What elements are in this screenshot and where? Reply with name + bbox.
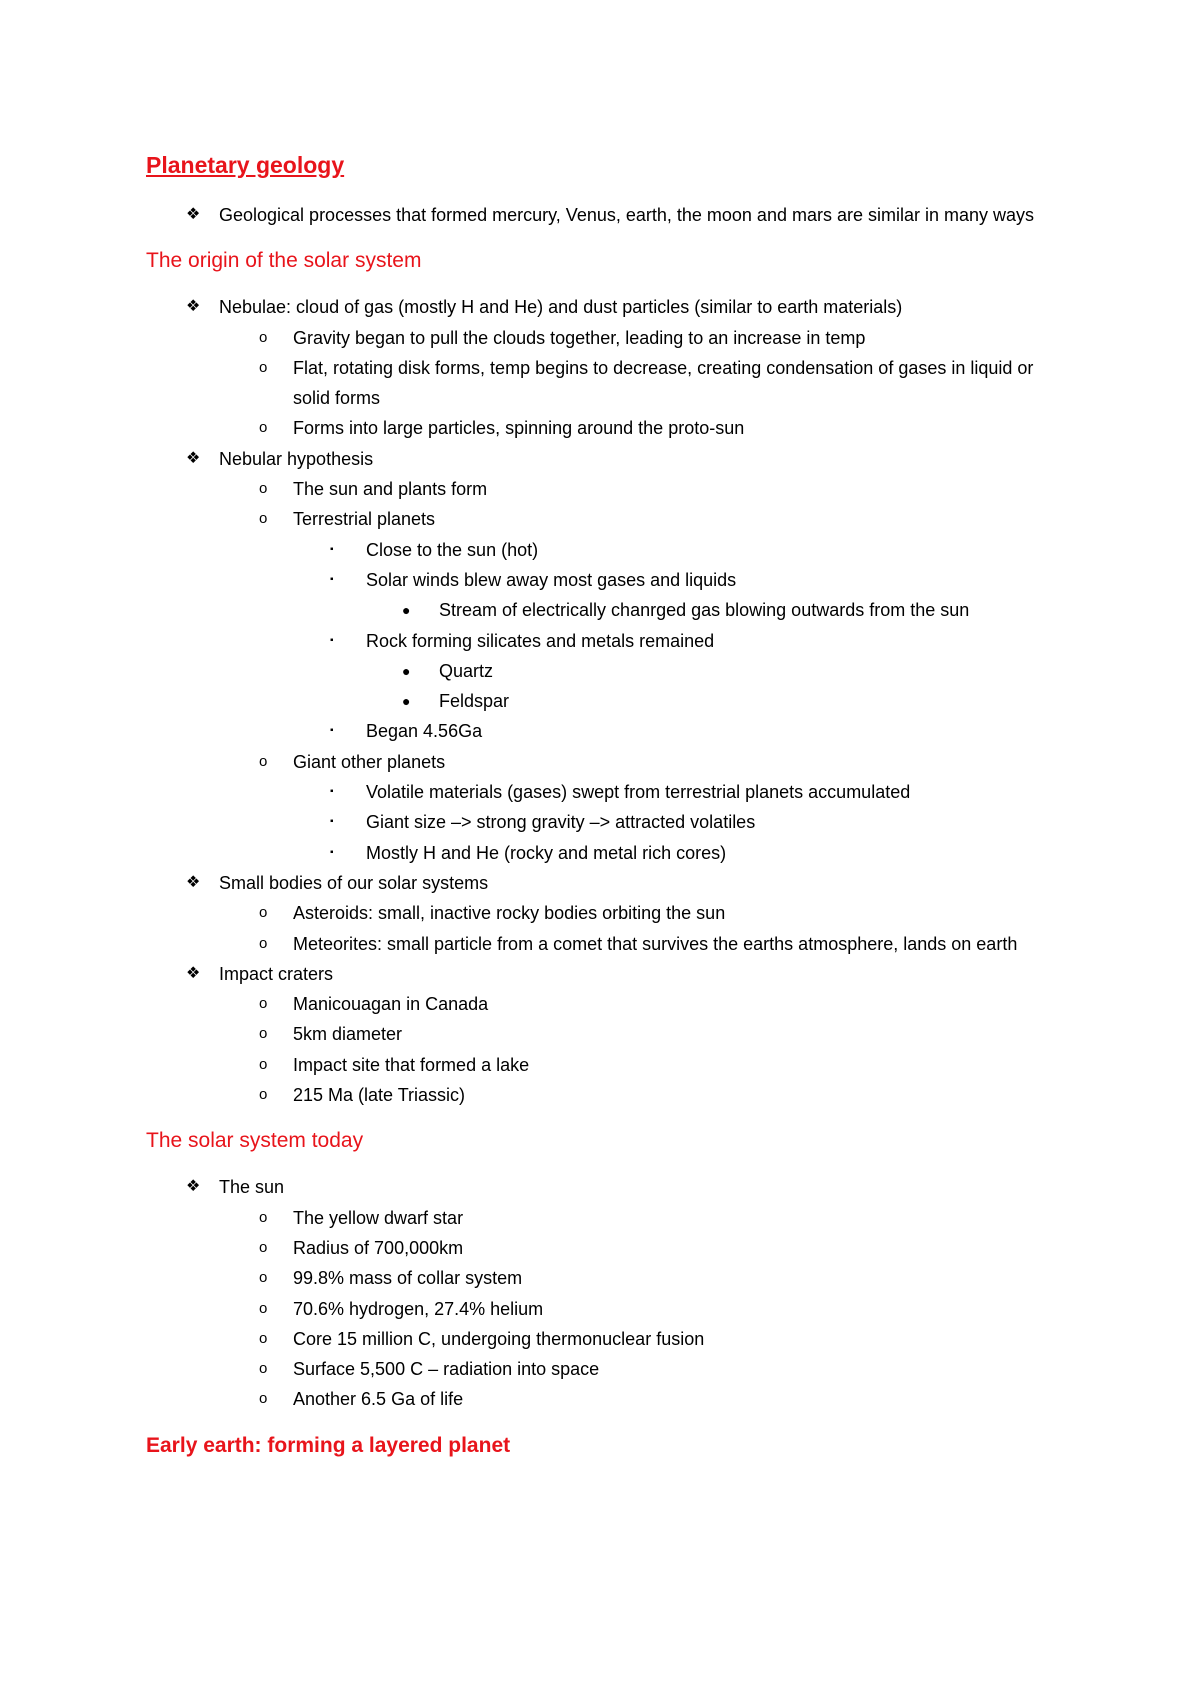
square-bullet-icon: ▪ <box>330 573 334 585</box>
list-item-text: 215 Ma (late Triassic) <box>293 1085 466 1106</box>
solar-system-today-list <box>146 1172 1066 1414</box>
circle-bullet-icon: o <box>259 1329 268 1347</box>
dot-bullet-icon: ● <box>402 693 411 710</box>
section-heading-solar-system-today: The solar system today <box>146 1129 364 1153</box>
circle-bullet-icon: o <box>259 358 268 376</box>
list-item-text: Nebulae: cloud of gas (mostly H and He) and dust particles (similar to earth materials) <box>219 297 903 318</box>
list-item <box>146 1324 1066 1354</box>
list-item <box>146 686 1066 716</box>
list-item-text: 99.8% mass of collar system <box>293 1268 523 1289</box>
list-item <box>146 1233 1066 1263</box>
list-item <box>146 1050 1066 1080</box>
list-item <box>146 200 1066 230</box>
list-item <box>146 747 1066 777</box>
list-item <box>146 565 1066 595</box>
list-item <box>146 1354 1066 1384</box>
list-item-text: Forms into large particles, spinning around the proto-sun <box>293 418 745 439</box>
list-item-text: The sun <box>219 1177 285 1198</box>
list-item <box>146 626 1066 656</box>
document-content <box>146 140 1066 1477</box>
list-item <box>146 1384 1066 1414</box>
list-item-text: Small bodies of our solar systems <box>219 872 489 893</box>
list-item-text: Meteorites: small particle from a comet that survives the earths atmosphere, lands on earth <box>293 933 1018 954</box>
list-item-text: Rock forming silicates and metals remained <box>366 630 715 651</box>
list-item-text: Giant other planets <box>293 751 446 772</box>
circle-bullet-icon: o <box>259 1025 268 1043</box>
circle-bullet-icon: o <box>259 1299 268 1317</box>
list-item-text: Impact site that formed a lake <box>293 1054 530 1075</box>
dot-bullet-icon: ● <box>402 602 411 619</box>
list-item <box>146 504 1066 534</box>
list-item-text: Core 15 million C, undergoing thermonuclear fusion <box>293 1328 705 1349</box>
circle-bullet-icon: o <box>259 1055 268 1073</box>
list-item-text: Flat, rotating disk forms, temp begins to decrease, creating condensation of gases in liquid or solid forms <box>293 357 1034 409</box>
dot-bullet-icon: ● <box>402 662 411 679</box>
list-item <box>146 898 1066 928</box>
list-item <box>146 474 1066 504</box>
circle-bullet-icon: o <box>259 934 268 952</box>
circle-bullet-icon: o <box>259 1390 268 1408</box>
diamond-bullet-icon: ❖ <box>186 206 201 223</box>
list-item-text: Geological processes that formed mercury, Venus, earth, the moon and mars are similar in many ways <box>219 205 1035 225</box>
square-bullet-icon: ▪ <box>330 846 334 858</box>
list-item-text: Manicouagan in Canada <box>293 994 489 1015</box>
circle-bullet-icon: o <box>259 419 268 437</box>
list-item <box>146 929 1066 959</box>
list-item <box>146 413 1066 443</box>
circle-bullet-icon: o <box>259 1086 268 1104</box>
circle-bullet-icon: o <box>259 328 268 346</box>
list-item <box>146 1172 1066 1202</box>
list-item <box>146 777 1066 807</box>
circle-bullet-icon: o <box>259 1208 268 1226</box>
diamond-bullet-icon: ❖ <box>186 449 201 467</box>
square-bullet-icon: ▪ <box>330 634 334 646</box>
origin-list <box>146 292 1066 1110</box>
page-title: Planetary geology <box>146 152 345 178</box>
list-item-text: Surface 5,500 C – radiation into space <box>293 1359 600 1380</box>
circle-bullet-icon: o <box>259 1238 268 1256</box>
section-heading-early-earth: Early earth: forming a layered planet <box>146 1433 511 1457</box>
circle-bullet-icon: o <box>259 480 268 498</box>
list-item-text: Gravity began to pull the clouds together, leading to an increase in temp <box>293 327 866 348</box>
list-item <box>146 1203 1066 1233</box>
list-item-text: Began 4.56Ga <box>366 721 483 742</box>
circle-bullet-icon: o <box>259 995 268 1013</box>
square-bullet-icon: ▪ <box>330 816 334 828</box>
list-item <box>146 716 1066 746</box>
list-item-text: 5km diameter <box>293 1024 403 1045</box>
list-item-text: Nebular hypothesis <box>219 448 374 469</box>
list-item <box>146 535 1066 565</box>
circle-bullet-icon: o <box>259 752 268 770</box>
list-item <box>146 1019 1066 1049</box>
section-heading-origin: The origin of the solar system <box>146 249 422 273</box>
list-item-text: The sun and plants form <box>293 479 488 500</box>
list-item-text: Volatile materials (gases) swept from terrestrial planets accumulated <box>366 782 911 803</box>
list-item-text: Another 6.5 Ga of life <box>293 1389 464 1410</box>
list-item <box>146 444 1066 474</box>
list-item <box>146 959 1066 989</box>
list-item-text: Feldspar <box>439 691 510 712</box>
list-item <box>146 868 1066 898</box>
list-item-text: The yellow dwarf star <box>293 1207 464 1228</box>
list-item-text: 70.6% hydrogen, 27.4% helium <box>293 1298 544 1319</box>
diamond-bullet-icon: ❖ <box>186 1178 201 1196</box>
list-item-text: Stream of electrically chanrged gas blowing outwards from the sun <box>439 600 970 621</box>
circle-bullet-icon: o <box>259 904 268 922</box>
diamond-bullet-icon: ❖ <box>186 873 201 891</box>
list-item <box>146 989 1066 1019</box>
list-item <box>146 292 1066 322</box>
list-item-text: Giant size –> strong gravity –> attracted volatiles <box>366 812 756 833</box>
list-item <box>146 1263 1066 1293</box>
list-item-text: Terrestrial planets <box>293 509 436 530</box>
list-item-text: Radius of 700,000km <box>293 1237 464 1258</box>
list-item-text: Mostly H and He (rocky and metal rich cores) <box>366 842 727 863</box>
list-item-text: Close to the sun (hot) <box>366 539 539 560</box>
list-item <box>146 838 1066 868</box>
list-item <box>146 1080 1066 1110</box>
list-item <box>146 323 1066 353</box>
square-bullet-icon: ▪ <box>330 543 334 555</box>
list-item-text: Impact craters <box>219 963 334 984</box>
list-item <box>146 353 1066 414</box>
square-bullet-icon: ▪ <box>330 725 334 737</box>
list-item <box>146 595 1066 625</box>
intro-list <box>146 200 1066 230</box>
circle-bullet-icon: o <box>259 1360 268 1378</box>
list-item <box>146 1294 1066 1324</box>
list-item <box>146 656 1066 686</box>
list-item-text: Asteroids: small, inactive rocky bodies orbiting the sun <box>293 903 726 924</box>
list-item-text: Quartz <box>439 660 494 681</box>
diamond-bullet-icon: ❖ <box>186 298 201 316</box>
list-item-text: Solar winds blew away most gases and liquids <box>366 569 737 590</box>
circle-bullet-icon: o <box>259 1269 268 1287</box>
square-bullet-icon: ▪ <box>330 786 334 798</box>
list-item <box>146 807 1066 837</box>
circle-bullet-icon: o <box>259 510 268 528</box>
diamond-bullet-icon: ❖ <box>186 964 201 982</box>
